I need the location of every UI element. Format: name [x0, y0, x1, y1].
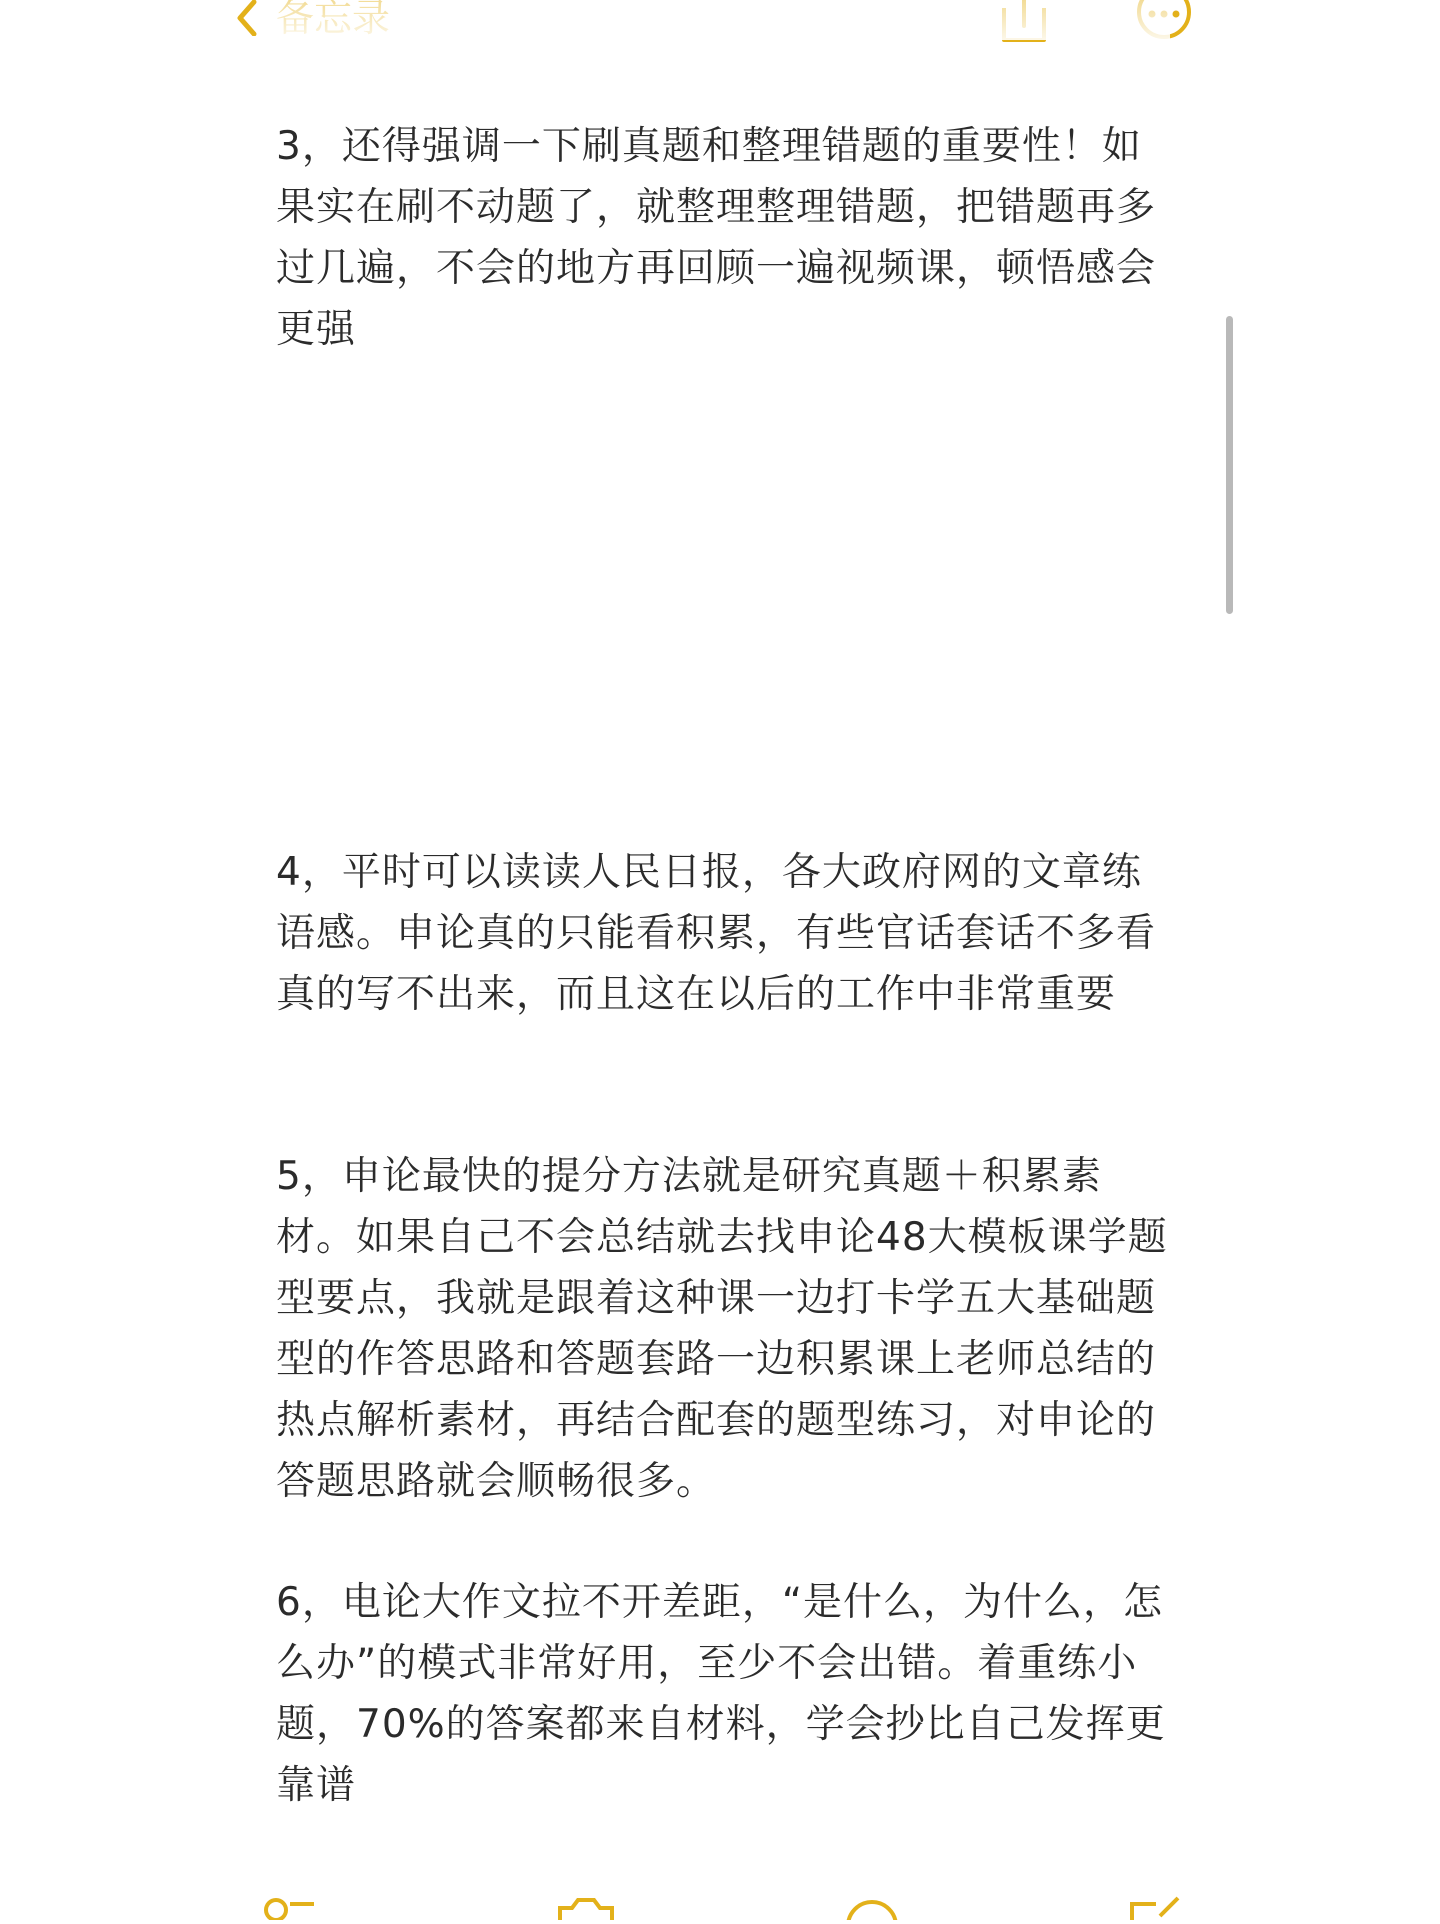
scrolled-content-fade	[270, 0, 1170, 40]
checklist-icon	[262, 1896, 322, 1920]
bottom-toolbar	[0, 1896, 1440, 1920]
compose-button[interactable]	[1126, 1896, 1186, 1920]
chevron-left-icon	[232, 0, 262, 36]
compose-icon	[1126, 1896, 1186, 1920]
camera-button[interactable]	[556, 1896, 616, 1920]
note-paragraph-5: 5，申论最快的提分方法就是研究真题＋积累素材。如果自己不会总结就去找申论48大模板课学题型要点，我就是跟着这种课一边打卡学五大基础题型的作答思路和答题套路一边积累课上老师总结的热点解析素材，再结合配套的题型练习，对申论的答题思路就会顺畅很多。	[276, 1154, 1168, 1504]
checklist-button[interactable]	[262, 1896, 322, 1920]
note-paragraph-6: 6，电论大作文拉不开差距，“是什么，为什么，怎么办”的模式非常好用，至少不会出错。着重练小题，70%的答案都来自材料，学会抄比自己发挥更靠谱	[276, 1580, 1166, 1808]
markup-button[interactable]	[842, 1896, 902, 1920]
note-paragraph-4: 4，平时可以读读人民日报，各大政府网的文章练语感。申论真的只能看积累，有些官话套话不多看真的写不出来，而且这在以后的工作中非常重要	[276, 850, 1157, 1017]
camera-icon	[556, 1896, 616, 1920]
note-paragraph-3: 3，还得强调一下刷真题和整理错题的重要性！如果实在刷不动题了，就整理整理错题，把错题再多过几遍，不会的地方再回顾一遍视频课，顿悟感会更强	[276, 124, 1157, 352]
scrollbar[interactable]	[1226, 316, 1233, 614]
markup-icon	[842, 1896, 902, 1920]
